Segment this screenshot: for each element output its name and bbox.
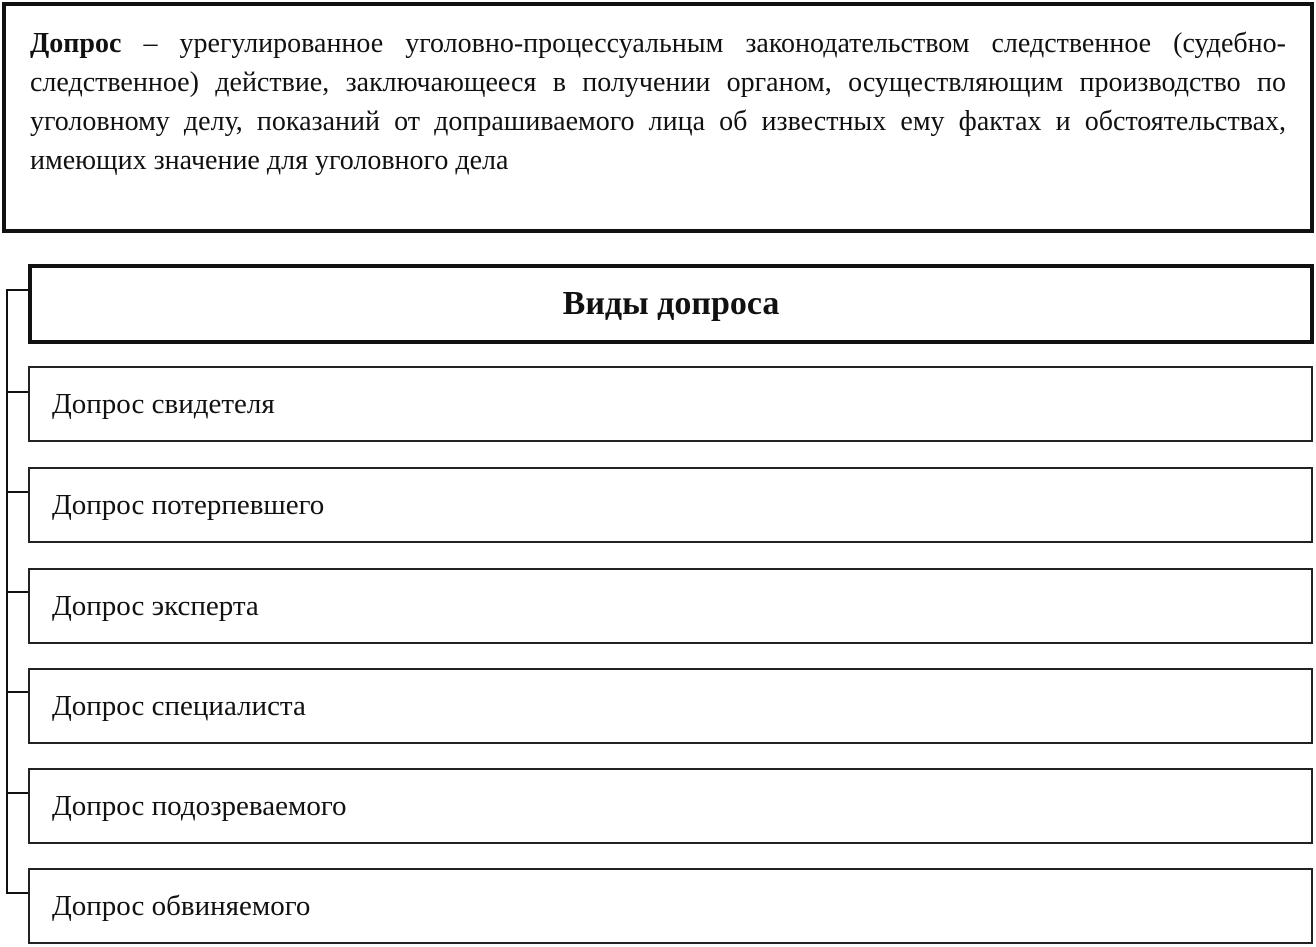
definition-box [2,2,1314,233]
definition-term: Допрос [30,28,122,59]
definition-text: – урегулированное уголовно-процессуальным законодательством следственное (судебно-следственное) действие, заключающееся в получении органом, осуществляющим производство по уголовному делу, показаний от допрашиваемого лица об известных ему фактах и обстоятельствах, имеющих значение для уголовного дела [30,28,1286,176]
connector-tick-4 [6,691,30,693]
type-box-expert [28,568,1313,644]
connector-tick-5 [6,792,30,794]
types-header-box [28,264,1314,344]
type-box-suspect [28,768,1313,844]
connector-tick-header [6,289,30,291]
connector-tick-2 [6,491,30,493]
type-label: Допрос обвиняемого [52,889,311,922]
type-box-accused [28,868,1313,944]
connector-tick-6 [6,892,30,894]
type-box-victim [28,467,1313,543]
connector-tick-3 [6,591,30,593]
type-label: Допрос специалиста [52,689,306,722]
type-label: Допрос эксперта [52,589,259,622]
type-label: Допрос свидетеля [52,387,275,420]
definition-paragraph [30,24,1286,180]
type-box-witness [28,366,1313,442]
type-box-specialist [28,668,1313,744]
type-label: Допрос потерпевшего [52,488,325,521]
type-label: Допрос подозреваемого [52,789,347,822]
connector-tick-1 [6,391,30,393]
types-title: Виды допроса [562,285,780,322]
